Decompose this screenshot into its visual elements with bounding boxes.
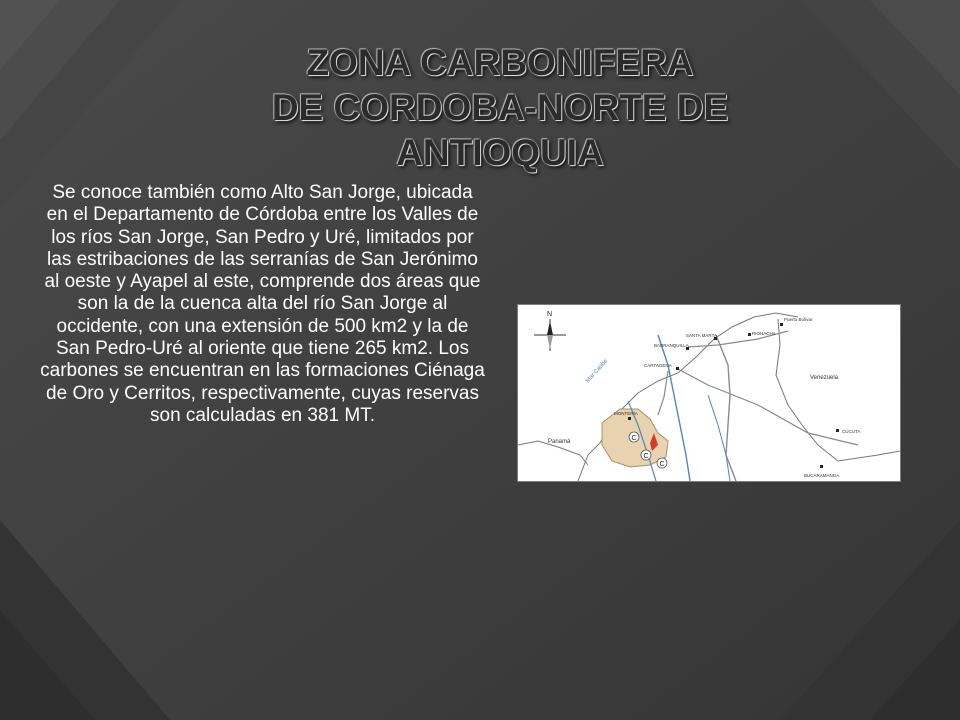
zone-mark-2: C: [643, 453, 649, 460]
country-label-panama: Panamá: [548, 439, 571, 445]
slide-title: [230, 40, 770, 175]
city-label-riohacha: RIOHACHA: [752, 331, 776, 336]
map-image: [517, 304, 901, 482]
city-label-santa-marta: SANTA MARTA: [686, 333, 718, 338]
zone-mark-3: C: [659, 461, 665, 468]
city-label-monteria: MONTERÍA: [614, 411, 638, 416]
sea-label: Mar Caribe: [585, 358, 610, 385]
city-label-cartagena: CARTAGENA: [644, 363, 672, 368]
city-label-bucaramanga: BUCARAMANGA: [804, 473, 840, 478]
city-label-barranquilla: BARRANQUILLA: [654, 343, 689, 348]
zone-mark-1: C: [631, 435, 637, 442]
title-line-2: DE CORDOBA-NORTE DE: [271, 87, 729, 128]
colombia-map: [518, 305, 900, 481]
country-label-venezuela: Venezuela: [810, 375, 839, 381]
city-label-puerto-bolivar: Puerto Bolívar: [784, 317, 813, 322]
title-line-3: ANTIOQUIA: [396, 132, 604, 173]
body-paragraph: Se conoce también como Alto San Jorge, ubicada en el Departamento de Córdoba entre los Valles de los ríos San Jorge, San Pedro y Uré, limitados por las estribaciones de las serranías de San Jerónimo al oeste y Ayapel al este, comprende dos áreas que son la de la cuenca alta del río San Jorge al occidente, con una extensión de 500 km2 y la de San Pedro-Uré al oriente que tiene 265 km2. Los carbones se encuentran en las formaciones Ciénaga de Oro y Cerritos, respectivamente, cuyas reservas son calculadas en 381 MT.: [40, 182, 485, 426]
title-line-1: ZONA CARBONIFERA: [306, 42, 694, 83]
north-label: N: [547, 311, 553, 318]
city-label-cucuta: CÚCUTA: [842, 429, 861, 434]
